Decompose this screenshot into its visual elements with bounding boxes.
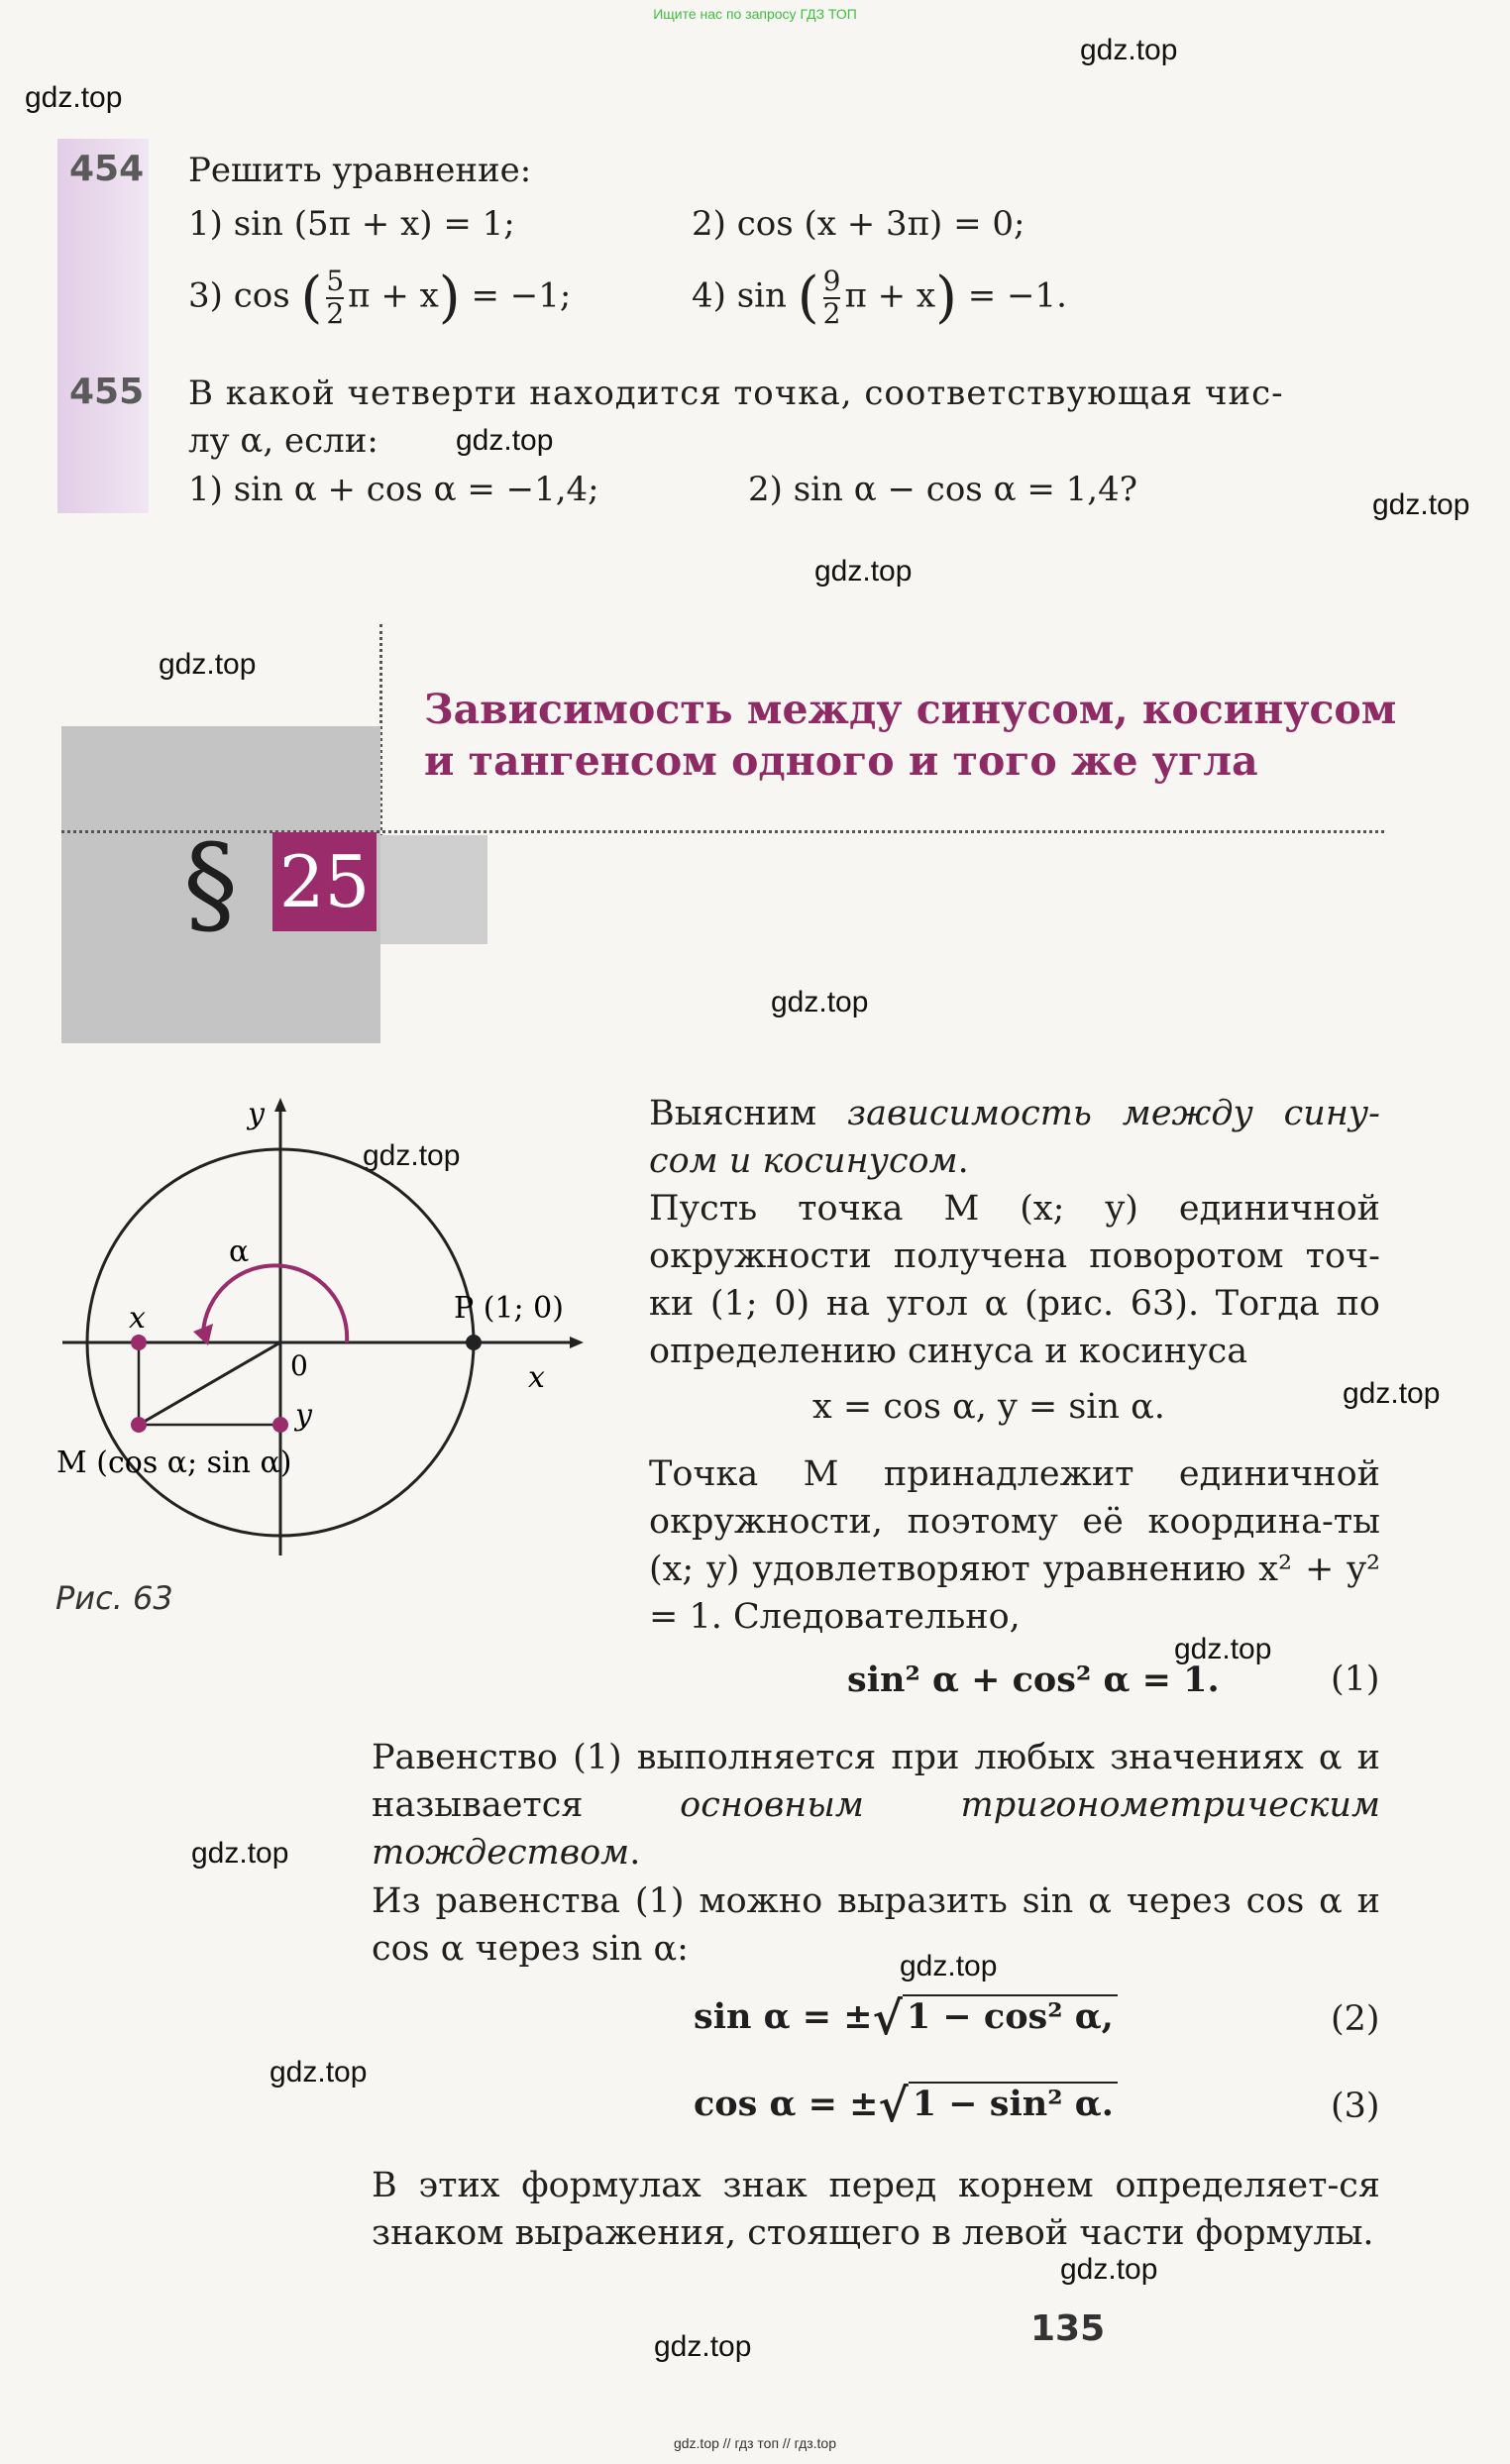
problem-item: 1) sin (5π + x) = 1; <box>188 204 515 244</box>
problem-item: 2) sin α − cos α = 1,4? <box>748 470 1137 509</box>
paragraph: В этих формулах знак перед корнем определяет-ся знаком выражения, стоящего в левой части формулы. <box>372 2166 1380 2253</box>
formula-cos: cos α = ±√ 1 − sin² α. <box>694 2079 1118 2132</box>
label-x-axis: x <box>528 1360 545 1395</box>
point-x <box>131 1335 147 1350</box>
page-number: 135 <box>1030 2308 1106 2349</box>
point-P <box>466 1335 482 1350</box>
paragraph: Точка M принадлежит единичной окружности, поэтому её координа-ты (x; y) удовлетворяют уравнению x² + y² = 1. Следовательно, <box>649 1454 1380 1637</box>
point-y <box>272 1417 288 1433</box>
section-gray-block <box>380 835 487 944</box>
problem-item: 4) sin ( $\frac{9}{2}$ π + x) = −1. <box>692 264 1067 330</box>
x-axis-arrow-icon <box>570 1337 584 1348</box>
problems-margin-bar <box>57 139 149 513</box>
radius-line <box>139 1342 280 1425</box>
watermark: gdz.top <box>25 81 123 114</box>
top-banner: Ищите нас по запросу ГДЗ ТОП <box>653 6 857 22</box>
label-y-axis: y <box>248 1097 265 1131</box>
problem-item: 1) sin α + cos α = −1,4; <box>188 470 599 509</box>
unit-circle-figure <box>54 1090 629 1565</box>
label-x-point: x <box>129 1301 146 1336</box>
watermark: gdz.top <box>814 555 913 588</box>
y-axis-arrow-icon <box>274 1098 286 1112</box>
label-M: M (cos α; sin α) <box>56 1446 292 1480</box>
problem-item: 2) cos (x + 3π) = 0; <box>692 204 1025 244</box>
section-title: Зависимость между синусом, косинусом и тангенсом одного и того же угла <box>424 686 1397 785</box>
watermark: gdz.top <box>900 1950 998 1982</box>
watermark: gdz.top <box>363 1139 461 1172</box>
fraction: $\frac{5}{2}$ <box>326 264 345 330</box>
formula-xy: x = cos α, y = sin α. <box>812 1387 1165 1427</box>
paragraph: Из равенства (1) можно выразить sin α через cos α и cos α через sin α: <box>372 1881 1380 1969</box>
paragraph: Выясним зависимость между сину-сом и косинусом. <box>649 1094 1380 1181</box>
paragraph: Пусть точка M (x; y) единичной окружности получена поворотом точ-ки (1; 0) на угол α (рис. 63). Тогда по определению синуса и косинуса <box>649 1189 1380 1371</box>
watermark: gdz.top <box>654 2330 752 2363</box>
section-divider <box>61 830 1384 833</box>
problem-number: 454 <box>69 149 145 189</box>
label-origin: 0 <box>290 1349 308 1382</box>
point-M <box>131 1417 147 1433</box>
watermark: gdz.top <box>771 986 869 1018</box>
label-y-point: y <box>295 1398 312 1433</box>
item-prefix: 3) cos <box>188 275 290 316</box>
label-P: P (1; 0) <box>454 1291 564 1326</box>
bottom-banner: gdz.top // гдз топ // гдз.top <box>673 2435 837 2451</box>
problem-number: 455 <box>69 372 145 412</box>
watermark: gdz.top <box>1343 1377 1441 1410</box>
figure-caption: Рис. 63 <box>55 1579 173 1617</box>
watermark: gdz.top <box>191 1837 289 1870</box>
watermark: gdz.top <box>270 2056 368 2089</box>
watermark: gdz.top <box>456 424 554 457</box>
problem-title: Решить уравнение: <box>188 151 532 190</box>
section-sign: § <box>183 820 238 947</box>
watermark: gdz.top <box>1174 1633 1272 1665</box>
watermark: gdz.top <box>1372 488 1470 521</box>
watermark: gdz.top <box>1060 2253 1158 2286</box>
label-alpha: α <box>229 1234 250 1269</box>
rotation-arc <box>203 1265 347 1342</box>
watermark: gdz.top <box>1080 34 1178 66</box>
formula-sin: sin α = ±√ 1 − cos² α, <box>694 1991 1118 2045</box>
equation-number: (3) <box>1331 2087 1380 2126</box>
item-prefix: 4) sin <box>692 275 787 316</box>
equation-number: (1) <box>1331 1660 1380 1699</box>
paragraph: Равенство (1) выполняется при любых значениях α и называется основным тригонометрическим тождеством. <box>372 1738 1380 1873</box>
equation-number: (2) <box>1331 1999 1380 2039</box>
problem-text: лу α, если: <box>188 421 378 461</box>
watermark: gdz.top <box>159 648 257 681</box>
problem-text: В какой четверти находится точка, соответствующая чис- <box>188 374 1284 413</box>
section-number: 25 <box>272 832 377 931</box>
formula-identity: sin² α + cos² α = 1. <box>847 1660 1220 1700</box>
problem-item: 3) cos ( $\frac{5}{2}$ π + x) = −1; <box>188 264 572 330</box>
fraction: $\frac{9}{2}$ <box>822 264 841 330</box>
